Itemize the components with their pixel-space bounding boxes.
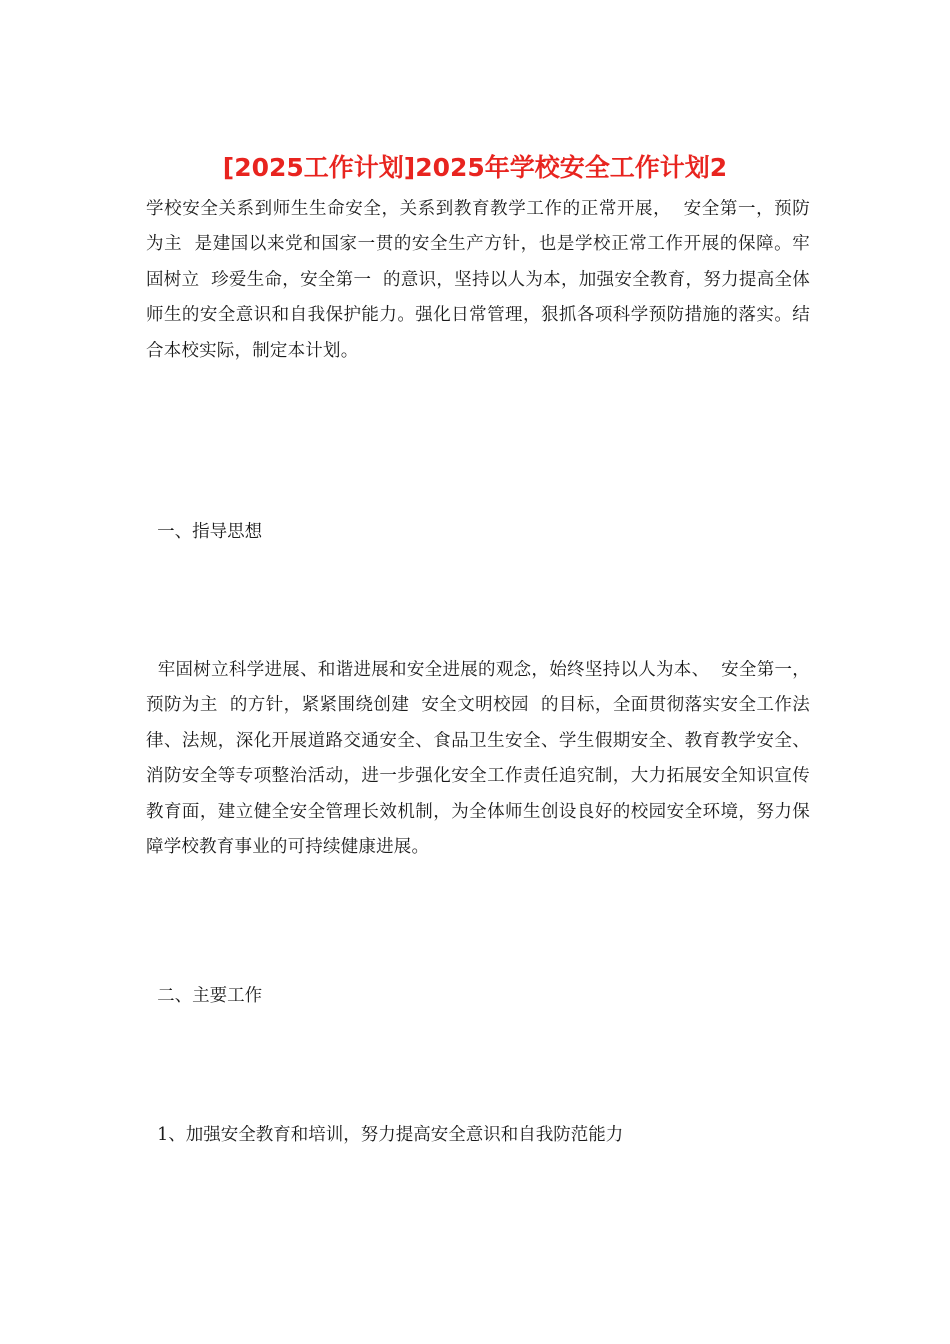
section-heading-main-work: 二、主要工作 bbox=[146, 986, 263, 1006]
document-title: [2025工作计划]2025年学校安全工作计划2 bbox=[222, 153, 728, 182]
item-heading-safety-education: 1、加强安全教育和培训，努力提高安全意识和自我防范能力 bbox=[146, 1125, 624, 1145]
section-heading-guiding-thought: 一、指导思想 bbox=[146, 522, 263, 542]
guiding-thought-paragraph: 牢固树立科学进展、和谐进展和安全进展的观念，始终坚持以人为本、 安全第一，预防为主 的方针，紧紧围绕创建 安全文明校园 的目标，全面贯彻落实安全工作法律、法规，深化开展道路交通安全、食品卫生安全、学生假期安全、教育教学安全、消防安全等专项整治活动，进一步强化安全工作责任追究制，大力拓展安全知识宣传教育面，建立健全安全管理长效机制，为全体师生创设良好的校园安全环境，努力保障学校教育事业的可持续健康进展。 bbox=[146, 660, 810, 858]
intro-paragraph: 学校安全关系到师生生命安全，关系到教育教学工作的正常开展， 安全第一，预防为主 是建国以来党和国家一贯的安全生产方针，也是学校正常工作开展的保障。牢固树立 珍爱生命，安全第一 的意识，坚持以人为本，加强安全教育，努力提高全体师生的安全意识和自我保护能力。强化日常管理，狠抓各项科学预防措施的落实。结合本校实际，制定本计划。 bbox=[146, 199, 810, 361]
